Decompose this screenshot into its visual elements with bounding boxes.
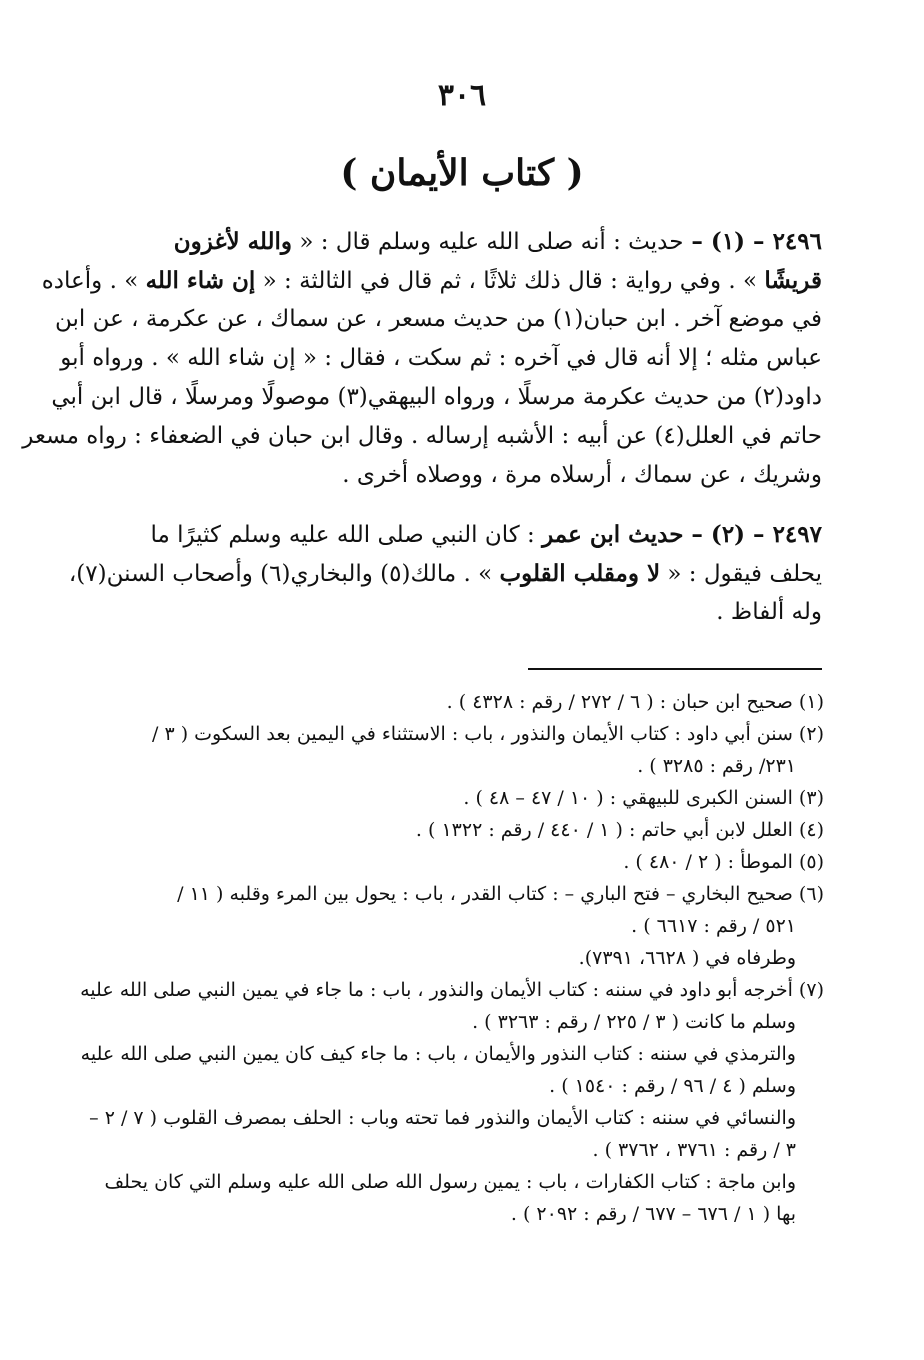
bold-segment: قريشًا <box>764 267 822 294</box>
footnote-line: بها ( ١ / ٦٧٦ – ٦٧٧ / رقم : ٢٠٩٢ ) . <box>510 1203 796 1225</box>
footnote-separator <box>528 668 822 670</box>
bold-segment: ٢٤٩٦ – (١) – <box>683 228 822 255</box>
text-segment: » . مالك(٥) والبخاري(٦) وأصحاب السنن(٧)، <box>68 561 500 587</box>
text-line <box>70 456 822 495</box>
text-line <box>51 378 822 417</box>
footnote-line: وسلم ( ٤ / ٩٦ / رقم : ١٥٤٠ ) . <box>549 1075 796 1097</box>
bold-segment: لا ومقلب القلوب <box>499 560 661 587</box>
footnote-line: (٢) سنن أبي داود : كتاب الأيمان والنذور ، باب : الاستثناء في اليمين بعد السكوت ( ٣ / <box>152 723 824 745</box>
text-segment: حاتم في العلل(٤) عن أبيه : الأشبه إرساله . وقال ابن حبان في الضعفاء : رواه مسعر <box>22 423 822 449</box>
text-line <box>41 261 822 300</box>
text-line <box>22 417 822 456</box>
text-segment: : كان النبي صلى الله عليه وسلم كثيرًا ما <box>150 522 543 548</box>
chapter-title: ( كتاب الأيمان ) <box>340 152 584 194</box>
page-number: ٣٠٦ <box>437 78 487 113</box>
footnote-line: والنسائي في سننه : كتاب الأيمان والنذور فما تحته وباب : الحلف بمصرف القلوب ( ٧ / ٢ – <box>89 1107 796 1129</box>
text-segment: وله ألفاظ . <box>716 599 822 625</box>
text-line <box>55 300 822 339</box>
text-segment: وشريك ، عن سماك ، أرسلاه مرة ، ووصلاه أخرى . <box>342 462 822 488</box>
footnote-line: ٢٣١/ رقم : ٣٢٨٥ ) . <box>637 755 796 777</box>
footnote-line: (١) صحيح ابن حبان : ( ٦ / ٢٧٢ / رقم : ٤٣٢٨ ) . <box>446 691 824 713</box>
footnote-line: (٣) السنن الكبرى للبيهقي : ( ١٠ / ٤٧ – ٤٨ ) . <box>463 787 824 809</box>
hadith-entries <box>22 222 822 652</box>
hadith-entry <box>70 515 822 632</box>
text-segment: » . وفي رواية : قال ذلك ثلاثًا ، ثم قال في الثالثة : « <box>255 268 765 294</box>
footnotes <box>64 686 824 1230</box>
hadith-entry <box>22 222 822 495</box>
footnote-line: وابن ماجة : كتاب الكفارات ، باب : يمين رسول الله صلى الله عليه وسلم التي كان يحلف <box>104 1171 796 1193</box>
bold-segment: ٢٤٩٧ – (٢) – حديث ابن عمر <box>542 521 822 548</box>
text-segment: عباس مثله ؛ إلا أنه قال في آخره : ثم سكت ، فقال : « إن شاء الله » . ورواه أبو <box>60 345 822 371</box>
text-segment: في موضع آخر . ابن حبان(١) من حديث مسعر ، عن سماك ، عن عكرمة ، عن ابن <box>55 306 822 332</box>
text-line <box>70 515 822 554</box>
bold-segment: والله لأغزون <box>173 228 293 255</box>
text-line <box>70 593 822 632</box>
text-segment: حديث : أنه صلى الله عليه وسلم قال : « <box>292 229 684 255</box>
text-segment: يحلف فيقول : « <box>660 561 822 587</box>
footnote-line: وطرفاه في ( ٦٦٢٨، ٧٣٩١). <box>578 947 796 969</box>
footnote-line: والترمذي في سننه : كتاب النذور والأيمان ، باب : ما جاء كيف كان يمين النبي صلى الله عليه <box>80 1043 796 1065</box>
footnote-line: وسلم ما كانت ( ٣ / ٢٢٥ / رقم : ٣٢٦٣ ) . <box>472 1011 796 1033</box>
footnote-line: (٦) صحيح البخاري – فتح الباري – : كتاب القدر ، باب : يحول بين المرء وقلبه ( ١١ / <box>177 883 824 905</box>
text-line <box>70 222 822 261</box>
text-line <box>60 339 822 378</box>
footnote-line: ٥٢١ / رقم : ٦٦١٧ ) . <box>631 915 796 937</box>
bold-segment: إن شاء الله <box>145 267 256 294</box>
footnote-line: ٣ / رقم : ٣٧٦١ ، ٣٧٦٢ ) . <box>592 1139 796 1161</box>
text-line <box>70 554 822 593</box>
text-segment: داود(٢) من حديث عكرمة مرسلًا ، ورواه البيهقي(٣) موصولًا ومرسلًا ، قال ابن أبي <box>51 384 822 410</box>
footnote-line: (٥) الموطأ : ( ٢ / ٤٨٠ ) . <box>623 851 824 873</box>
footnote-line: (٤) العلل لابن أبي حاتم : ( ١ / ٤٤٠ / رقم : ١٣٢٢ ) . <box>415 819 824 841</box>
footnote-line: (٧) أخرجه أبو داود في سننه : كتاب الأيمان والنذور ، باب : ما جاء في يمين النبي صلى الله عليه <box>80 979 824 1001</box>
text-segment: » . وأعاده <box>41 268 146 294</box>
